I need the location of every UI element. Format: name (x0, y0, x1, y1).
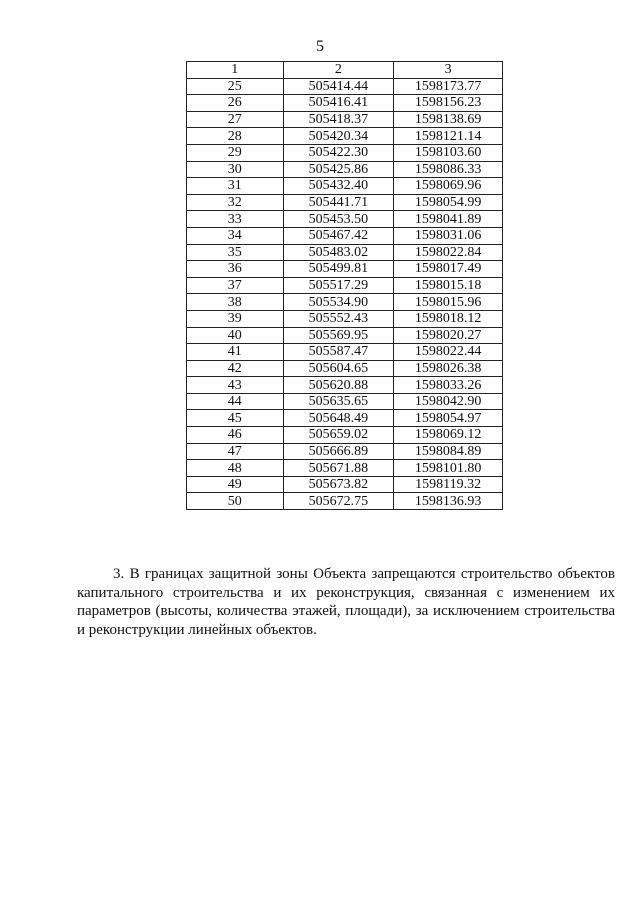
x-coordinate-cell: 505414.44 (283, 78, 394, 95)
y-coordinate-cell: 1598041.89 (394, 211, 503, 228)
point-number-cell: 27 (187, 111, 284, 128)
table-row (187, 227, 503, 244)
x-coordinate-cell: 505673.82 (283, 476, 394, 493)
table-row (187, 393, 503, 410)
y-coordinate-cell: 1598031.06 (394, 227, 503, 244)
table-row (187, 144, 503, 161)
x-coordinate-cell: 505453.50 (283, 211, 394, 228)
y-coordinate-cell: 1598121.14 (394, 128, 503, 145)
x-coordinate-cell: 505635.65 (283, 393, 394, 410)
table-row (187, 427, 503, 444)
column-header-point-number: 1 (187, 62, 284, 79)
point-number-cell: 28 (187, 128, 284, 145)
y-coordinate-cell: 1598138.69 (394, 111, 503, 128)
y-coordinate-cell: 1598022.84 (394, 244, 503, 261)
point-number-cell: 41 (187, 344, 284, 361)
y-coordinate-cell: 1598042.90 (394, 393, 503, 410)
x-coordinate-cell: 505604.65 (283, 360, 394, 377)
y-coordinate-cell: 1598026.38 (394, 360, 503, 377)
page-number: 5 (316, 38, 324, 55)
table-row (187, 460, 503, 477)
table-row (187, 95, 503, 112)
y-coordinate-cell: 1598054.99 (394, 194, 503, 211)
table-row (187, 277, 503, 294)
point-number-cell: 50 (187, 493, 284, 510)
coordinates-table (186, 61, 503, 510)
table-row (187, 410, 503, 427)
table-row (187, 194, 503, 211)
table-header-row (187, 62, 503, 79)
table-row (187, 493, 503, 510)
table-row (187, 128, 503, 145)
table-row (187, 111, 503, 128)
y-coordinate-cell: 1598173.77 (394, 78, 503, 95)
x-coordinate-cell: 505432.40 (283, 178, 394, 195)
point-number-cell: 30 (187, 161, 284, 178)
x-coordinate-cell: 505416.41 (283, 95, 394, 112)
table-row (187, 327, 503, 344)
point-number-cell: 42 (187, 360, 284, 377)
point-number-cell: 48 (187, 460, 284, 477)
table-row (187, 476, 503, 493)
y-coordinate-cell: 1598101.80 (394, 460, 503, 477)
point-number-cell: 33 (187, 211, 284, 228)
point-number-cell: 34 (187, 227, 284, 244)
point-number-cell: 36 (187, 261, 284, 278)
y-coordinate-cell: 1598015.18 (394, 277, 503, 294)
x-coordinate-cell: 505569.95 (283, 327, 394, 344)
y-coordinate-cell: 1598018.12 (394, 310, 503, 327)
table-row (187, 178, 503, 195)
x-coordinate-cell: 505483.02 (283, 244, 394, 261)
table-row (187, 443, 503, 460)
point-number-cell: 29 (187, 144, 284, 161)
table-row (187, 211, 503, 228)
y-coordinate-cell: 1598084.89 (394, 443, 503, 460)
x-coordinate-cell: 505517.29 (283, 277, 394, 294)
point-number-cell: 40 (187, 327, 284, 344)
y-coordinate-cell: 1598136.93 (394, 493, 503, 510)
table-row (187, 377, 503, 394)
x-coordinate-cell: 505666.89 (283, 443, 394, 460)
x-coordinate-cell: 505420.34 (283, 128, 394, 145)
y-coordinate-cell: 1598033.26 (394, 377, 503, 394)
table-row (187, 261, 503, 278)
x-coordinate-cell: 505422.30 (283, 144, 394, 161)
table-body (187, 78, 503, 509)
point-number-cell: 35 (187, 244, 284, 261)
point-number-cell: 39 (187, 310, 284, 327)
x-coordinate-cell: 505552.43 (283, 310, 394, 327)
point-number-cell: 44 (187, 393, 284, 410)
x-coordinate-cell: 505671.88 (283, 460, 394, 477)
point-number-cell: 43 (187, 377, 284, 394)
table-row (187, 310, 503, 327)
x-coordinate-cell: 505467.42 (283, 227, 394, 244)
point-number-cell: 49 (187, 476, 284, 493)
point-number-cell: 45 (187, 410, 284, 427)
table-row (187, 344, 503, 361)
y-coordinate-cell: 1598020.27 (394, 327, 503, 344)
y-coordinate-cell: 1598017.49 (394, 261, 503, 278)
point-number-cell: 32 (187, 194, 284, 211)
x-coordinate-cell: 505648.49 (283, 410, 394, 427)
point-number-cell: 25 (187, 78, 284, 95)
y-coordinate-cell: 1598022.44 (394, 344, 503, 361)
table-row (187, 360, 503, 377)
table-row (187, 244, 503, 261)
point-number-cell: 46 (187, 427, 284, 444)
column-header-y: 3 (394, 62, 503, 79)
y-coordinate-cell: 1598069.12 (394, 427, 503, 444)
restriction-paragraph: 3. В границах защитной зоны Объекта запрещаются строительство объектов капитального строительства и их реконструкция, связанная с изменением их параметров (высоты, количества этажей, площади), за исключением строительства и реконструкции линейных объектов. (77, 566, 615, 638)
x-coordinate-cell: 505659.02 (283, 427, 394, 444)
point-number-cell: 38 (187, 294, 284, 311)
x-coordinate-cell: 505534.90 (283, 294, 394, 311)
y-coordinate-cell: 1598086.33 (394, 161, 503, 178)
table-row (187, 294, 503, 311)
x-coordinate-cell: 505587.47 (283, 344, 394, 361)
x-coordinate-cell: 505425.86 (283, 161, 394, 178)
y-coordinate-cell: 1598156.23 (394, 95, 503, 112)
point-number-cell: 47 (187, 443, 284, 460)
table-row (187, 161, 503, 178)
x-coordinate-cell: 505620.88 (283, 377, 394, 394)
point-number-cell: 31 (187, 178, 284, 195)
column-header-x: 2 (283, 62, 394, 79)
point-number-cell: 37 (187, 277, 284, 294)
y-coordinate-cell: 1598054.97 (394, 410, 503, 427)
table-row (187, 78, 503, 95)
x-coordinate-cell: 505499.81 (283, 261, 394, 278)
point-number-cell: 26 (187, 95, 284, 112)
x-coordinate-cell: 505441.71 (283, 194, 394, 211)
y-coordinate-cell: 1598015.96 (394, 294, 503, 311)
x-coordinate-cell: 505672.75 (283, 493, 394, 510)
x-coordinate-cell: 505418.37 (283, 111, 394, 128)
y-coordinate-cell: 1598119.32 (394, 476, 503, 493)
y-coordinate-cell: 1598069.96 (394, 178, 503, 195)
y-coordinate-cell: 1598103.60 (394, 144, 503, 161)
